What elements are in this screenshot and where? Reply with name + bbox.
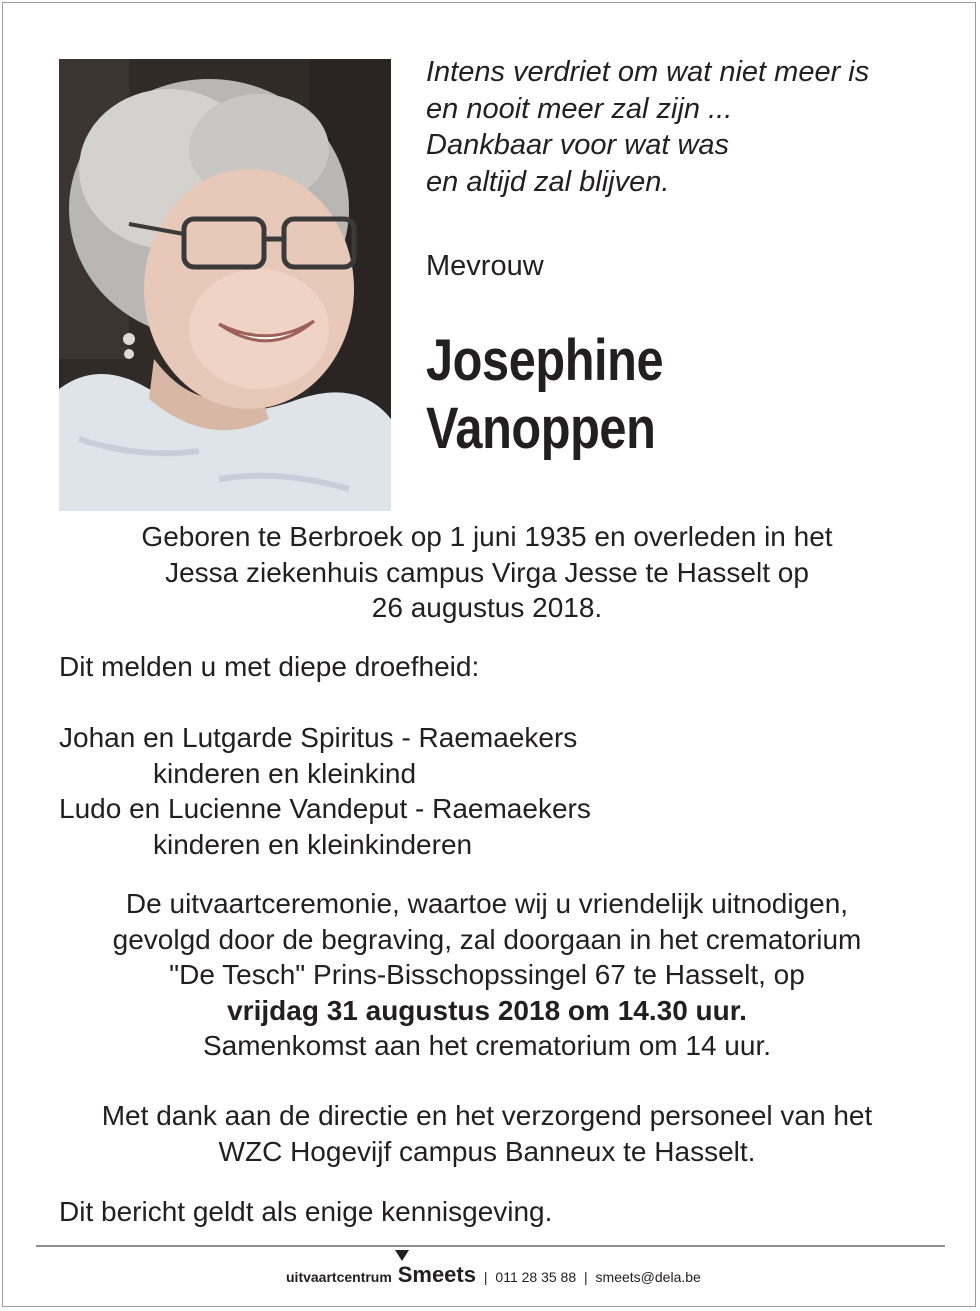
brand-label: uitvaartcentrum [286,1269,392,1285]
notice-text: Dit bericht geldt als enige kennisgeving. [59,1196,553,1227]
birth-death-line: 26 augustus 2018. [371,592,603,623]
announcement-intro: Dit melden u met diepe droefheid: [59,651,480,682]
family-relation: kinderen en kleinkinderen [153,828,473,860]
last-name: Vanoppen [426,396,656,461]
honorific: Mevrouw [426,250,544,282]
poem-line: Dankbaar voor wat was [426,129,730,161]
memorial-poem [426,54,946,200]
separator: | [584,1269,588,1285]
ceremony-line: De uitvaartceremonie, waartoe wij u vriendelijk uitnodigen, [125,888,849,919]
poem-line: Intens verdriet om wat niet meer is [426,56,870,88]
ceremony-date-time: vrijdag 31 augustus 2018 om 14.30 uur. [227,994,747,1026]
portrait-photo [59,59,391,511]
poem-line: en nooit meer zal zijn ... [426,92,733,125]
ceremony-line: gevolgd door de begraving, zal doorgaan in het crematorium [112,923,862,955]
family-names: Ludo en Lucienne Vandeput - Raemaekers [59,793,591,824]
deceased-name [426,327,663,463]
footer [286,1262,701,1288]
ceremony-details [0,886,974,1064]
ceremony-line: "De Tesch" Prins-Bisschopssingel 67 te Hasselt, op [169,959,805,990]
family-list [59,720,591,862]
birth-death-line: Jessa ziekenhuis campus Virga Jesse te Hasselt op [165,556,809,588]
triangle-marker-icon [395,1250,409,1261]
footer-divider [36,1245,945,1247]
birth-death-details [0,519,974,626]
poem-line: en altijd zal blijven. [426,165,670,198]
brand-name: Smeets [397,1262,476,1287]
first-name: Josephine [426,328,664,393]
thanks-line: Met dank aan de directie en het verzorgend personeel van het [101,1100,873,1131]
ceremony-gathering: Samenkomst aan het crematorium om 14 uur. [202,1030,772,1061]
portrait-illustration [59,59,391,511]
phone-number: 011 28 35 88 [495,1269,577,1285]
family-relation: kinderen en kleinkind [153,757,417,789]
thanks-message [0,1098,974,1169]
thanks-line: WZC Hogevijf campus Banneux te Hasselt. [218,1135,756,1167]
email-address: smeets@dela.be [595,1269,701,1285]
family-names: Johan en Lutgarde Spiritus - Raemaekers [59,722,578,753]
birth-death-line: Geboren te Berbroek op 1 juni 1935 en overleden in het [141,521,833,552]
separator: | [483,1269,488,1285]
